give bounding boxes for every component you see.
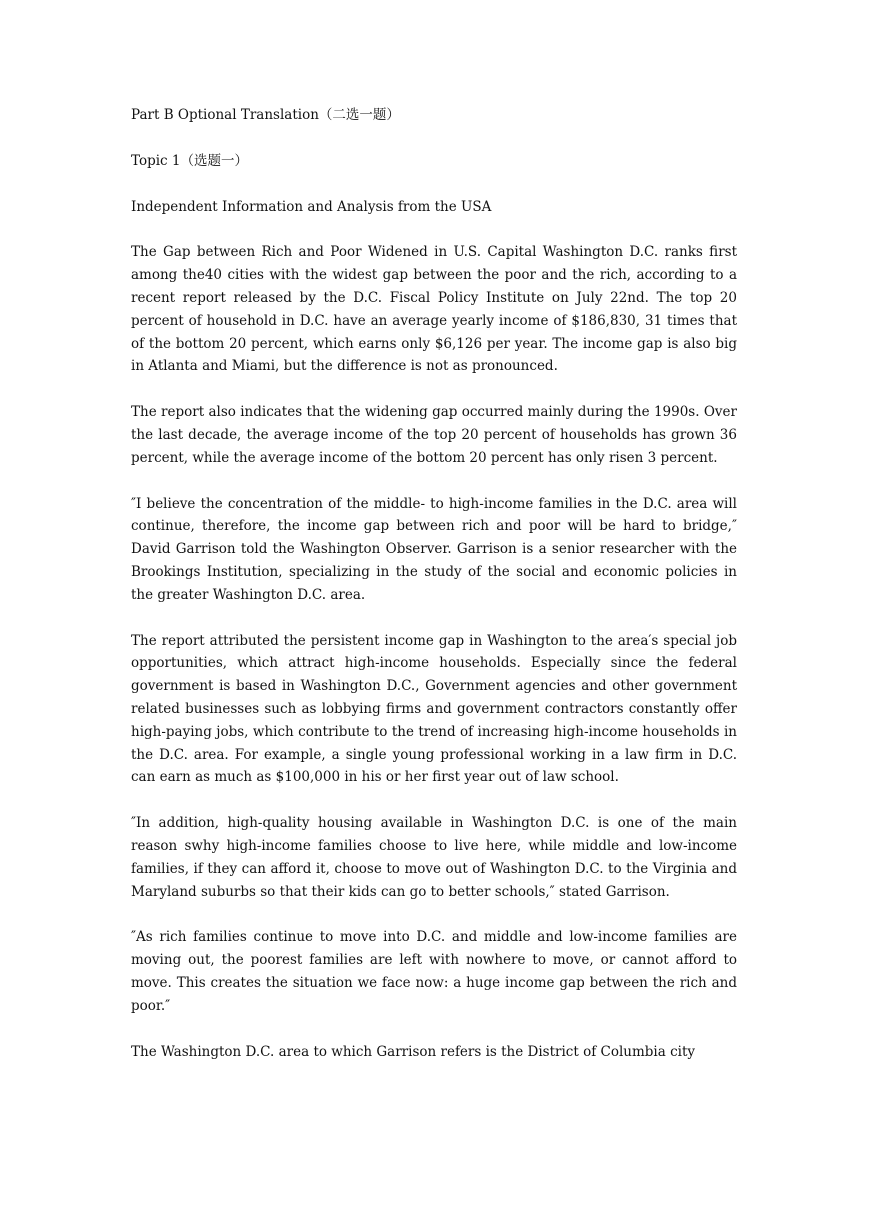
paragraph-6: ″As rich families continue to move into D.C. and middle and low-income families are moving out, the poorest families are left with nowhere to move, or cannot afford to move. This creates the situation we face now: a huge income gap between the rich and poor.″: [131, 929, 737, 1014]
topic-heading: Topic 1（选题一）: [131, 152, 248, 169]
part-heading: Part B Optional Translation（二选一题）: [131, 107, 400, 123]
document-page: [131, 104, 737, 1086]
paragraph-1: The Gap between Rich and Poor Widened in U.S. Capital Washington D.C. ranks first among the40 cities with the widest gap between the poor and the rich, according to a recent report released by the D.C. Fiscal Policy Institute on July 22nd. The top 20 percent of household in D.C. have an average yearly income of $186,830, 31 times that of the bottom 20 percent, which earns only $6,126 per year. The income gap is also big in Atlanta and Miami, but the difference is not as pronounced.: [131, 244, 737, 375]
paragraph-7: The Washington D.C. area to which Garrison refers is the District of Columbia city: [131, 1043, 695, 1060]
paragraph-4: The report attributed the persistent income gap in Washington to the area′s special job opportunities, which attract high-income households. Especially since the federal government is based in Washington D.C., Government agencies and other government related businesses such as lobbying firms and government contractors constantly offer high-paying jobs, which contribute to the trend of increasing high-income households in the D.C. area. For example, a single young professional working in a law firm in D.C. can earn as much as $100,000 in his or her first year out of law school.: [131, 632, 737, 786]
paragraph-3: ″I believe the concentration of the middle- to high-income families in the D.C. area will continue, therefore, the income gap between rich and poor will be hard to bridge,″ David Garrison told the Washington Observer. Garrison is a senior researcher with the Brookings Institution, specializing in the study of the social and economic policies in the greater Washington D.C. area.: [131, 495, 737, 603]
paragraph-5: ″In addition, high-quality housing available in Washington D.C. is one of the main reason swhy high-income families choose to live here, while middle and low-income families, if they can afford it, choose to move out of Washington D.C. to the Virginia and Maryland suburbs so that their kids can go to better schools,″ stated Garrison.: [131, 815, 737, 900]
source-line: Independent Information and Analysis from the USA: [131, 198, 492, 215]
paragraph-2: The report also indicates that the widening gap occurred mainly during the 1990s. Over the last decade, the average income of the top 20 percent of households has grown 36 percent, while the average income of the bottom 20 percent has only risen 3 percent.: [131, 404, 737, 466]
